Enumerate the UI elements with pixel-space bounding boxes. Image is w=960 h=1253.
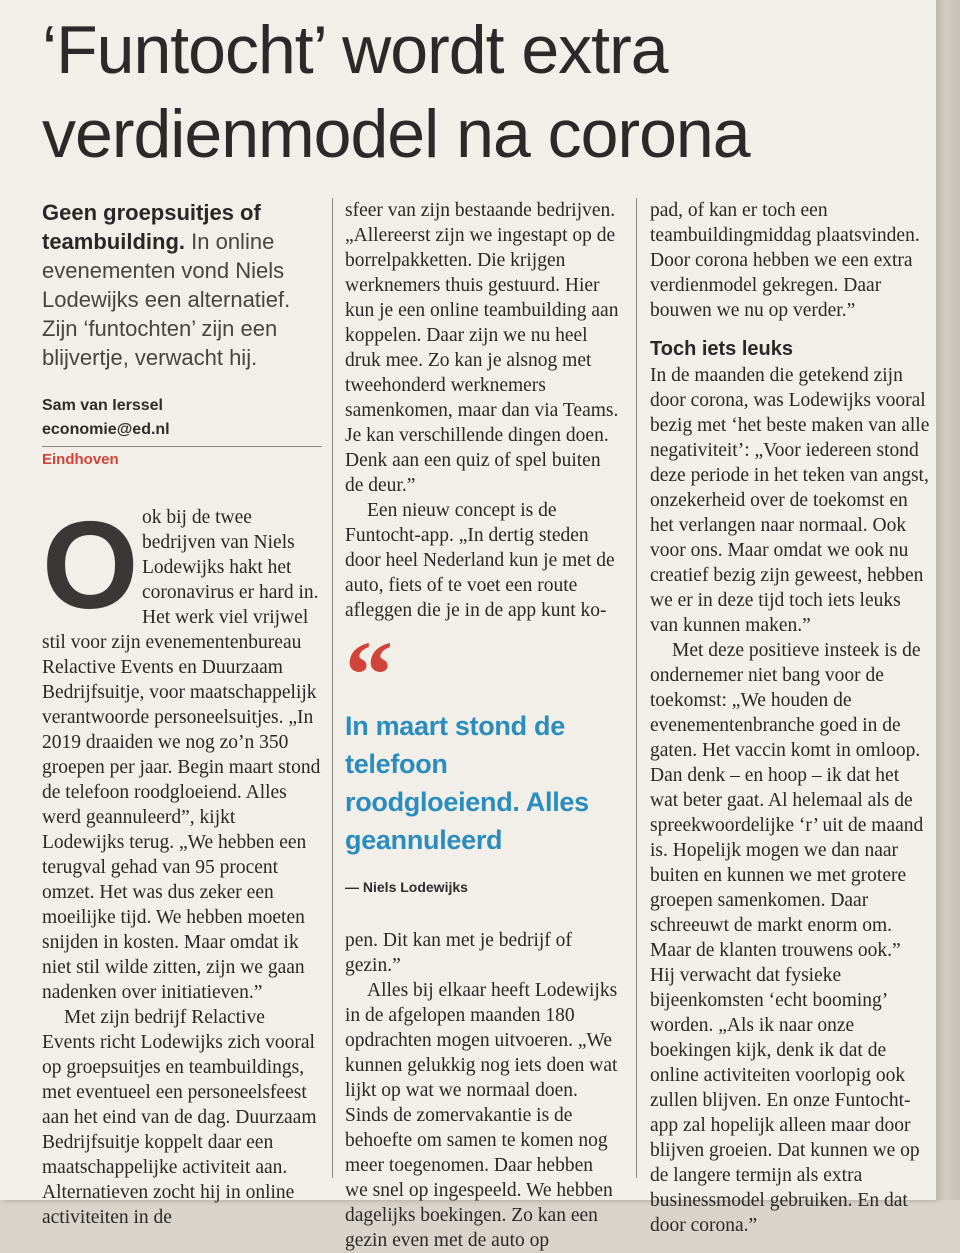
body-paragraph: In de maanden die getekend zijn door corona, was Lodewijks vooral bezig met ‘het beste maken van alle negativiteit’: „Voor iedereen stond deze periode in het teken van angst, onzekerheid over de toekomst en het verlangen naar normaal. Ook voor ons. Maar omdat we ook nu creatief bezig zijn geweest, hebben we er in deze tijd toch iets leuks van kunnen maken.” [650,365,930,636]
byline-divider [42,446,322,447]
headline-line-1: ‘Funtocht’ wordt extra [42,12,668,88]
body-paragraph: pad, of kan er toch een teambuildingmiddag plaatsvinden. Door corona hebben we een extra verdienmodel gekregen. Daar bouwen we nu op verder.” [650,200,920,321]
byline [42,394,322,442]
author-name: Sam van Ierssel [42,397,163,414]
body-paragraph: Met zijn bedrijf Relactive Events richt Lodewijks zich vooral op groepsuitjes en teambuildings, met eventueel een personeelsfeest aan het eind van de dag. Duurzaam Bedrijfsuitje koppelt daar een maatschappelijke activiteit aan. Alternatieven zocht hij in online activiteiten in de [42,1007,317,1228]
column-divider-2 [636,198,637,1178]
article-column-2 [345,198,620,1253]
body-paragraph: ok bij de twee bedrijven van Niels Lodewijks hakt het coronavirus er hard in. Het werk viel vrijwel stil voor zijn evenementenbureau Relactive Events en Duurzaam Bedrijfsuitje, voor maatschappelijk verantwoorde personeelsuitjes. „In 2019 draaiden we nog zo’n 350 groepen per jaar. Begin maart stond de telefoon roodgloeiend. Alles werd geannuleerd”, kijkt Lodewijks terug. „We hebben een terugval gehad van 95 procent omzet. Het was dus zeker een moeilijke tijd. We hebben moeten snijden in kosten. Maar omdat ik niet stil wilde zitten, zijn we gaan nadenken over initiatieven.” [42,507,321,1003]
body-paragraph: Alles bij elkaar heeft Lodewijks in de afgelopen maanden 180 opdrachten mogen uitvoeren. „We kunnen gelukkig nog iets doen wat lijkt op wat we normaal doen. Sinds de zomervakantie is de behoefte om samen te komen nog meer toegenomen. Daar hebben we snel op ingespeeld. We hebben dagelijks boekingen. Zo kan een gezin even met de auto op [345,980,618,1251]
headline [42,8,922,176]
pull-quote-text: In maart stond de telefoon roodgloeiend. Alles geannuleerd [345,711,589,855]
drop-cap: O [42,497,139,635]
lead-rest: In online evenementen vond Niels Lodewijks een alternatief. Zijn ‘funtochten’ zijn een blijvertje, verwacht hij. [42,229,291,370]
author-email: economie@ed.nl [42,421,170,438]
article-column-1 [42,198,322,1230]
quote-mark-icon: “ [345,621,387,728]
adjacent-page-edge [936,0,960,1200]
headline-line-2: verdienmodel na corona [42,96,750,172]
article-column-3 [650,198,930,1238]
pull-quote [345,621,620,900]
lead-bold: Geen groepsuitjes of teambuilding. [42,200,261,254]
column-divider-1 [332,198,333,1178]
subheading: Toch iets leuks [650,338,794,360]
body-paragraph: Een nieuw concept is de Funtocht-app. „In dertig steden door heel Nederland kun je met de auto, fiets of te voet een route afleggen die je in de app kunt ko- [345,500,615,621]
lead-paragraph [42,198,322,372]
pull-quote-source: — Niels Lodewijks [345,879,468,895]
body-paragraph: pen. Dit kan met je bedrijf of gezin.” [345,930,572,976]
opening-paragraph-wrap [42,497,322,1005]
body-paragraph: Met deze positieve insteek is de ondernemer niet bang voor de toekomst: „We houden de evenementenbranche goed in de gaten. Het vaccin komt in omloop. Dan denk – en hoop – ik dat het wat beter gaat. Al helemaal als de spreekwoordelijke ‘r’ uit de maand is. Hopelijk mogen we dan naar buiten en kunnen we met grotere groepen samenkomen. Daar schreeuwt de markt enorm om. Maar de klanten trouwens ook.” Hij verwacht dat fysieke bijeenkomsten ‘echt booming’ worden. „Als ik naar onze boekingen kijk, denk ik dat de online activiteiten voorlopig ook zullen blijven. En onze Funtocht-app zal hopelijk alleen maar door blijven groeien. Dat kunnen we op de langere termijn als extra businessmodel gebruiken. En dat door corona.” [650,640,924,1236]
body-paragraph: sfeer van zijn bestaande bedrijven. „Allereerst zijn we ingestapt op de borrelpakketten. Die krijgen werknemers thuis gestuurd. Hier kun je een online teambuilding aan koppelen. Daar zijn we nu heel druk mee. Zo kan je alsnog met tweehonderd werknemers samenkomen, maar dan via Teams. Je kan verschillende dingen doen. Denk aan een quiz of spel buiten de deur.” [345,200,619,496]
dateline: Eindhoven [42,451,119,468]
